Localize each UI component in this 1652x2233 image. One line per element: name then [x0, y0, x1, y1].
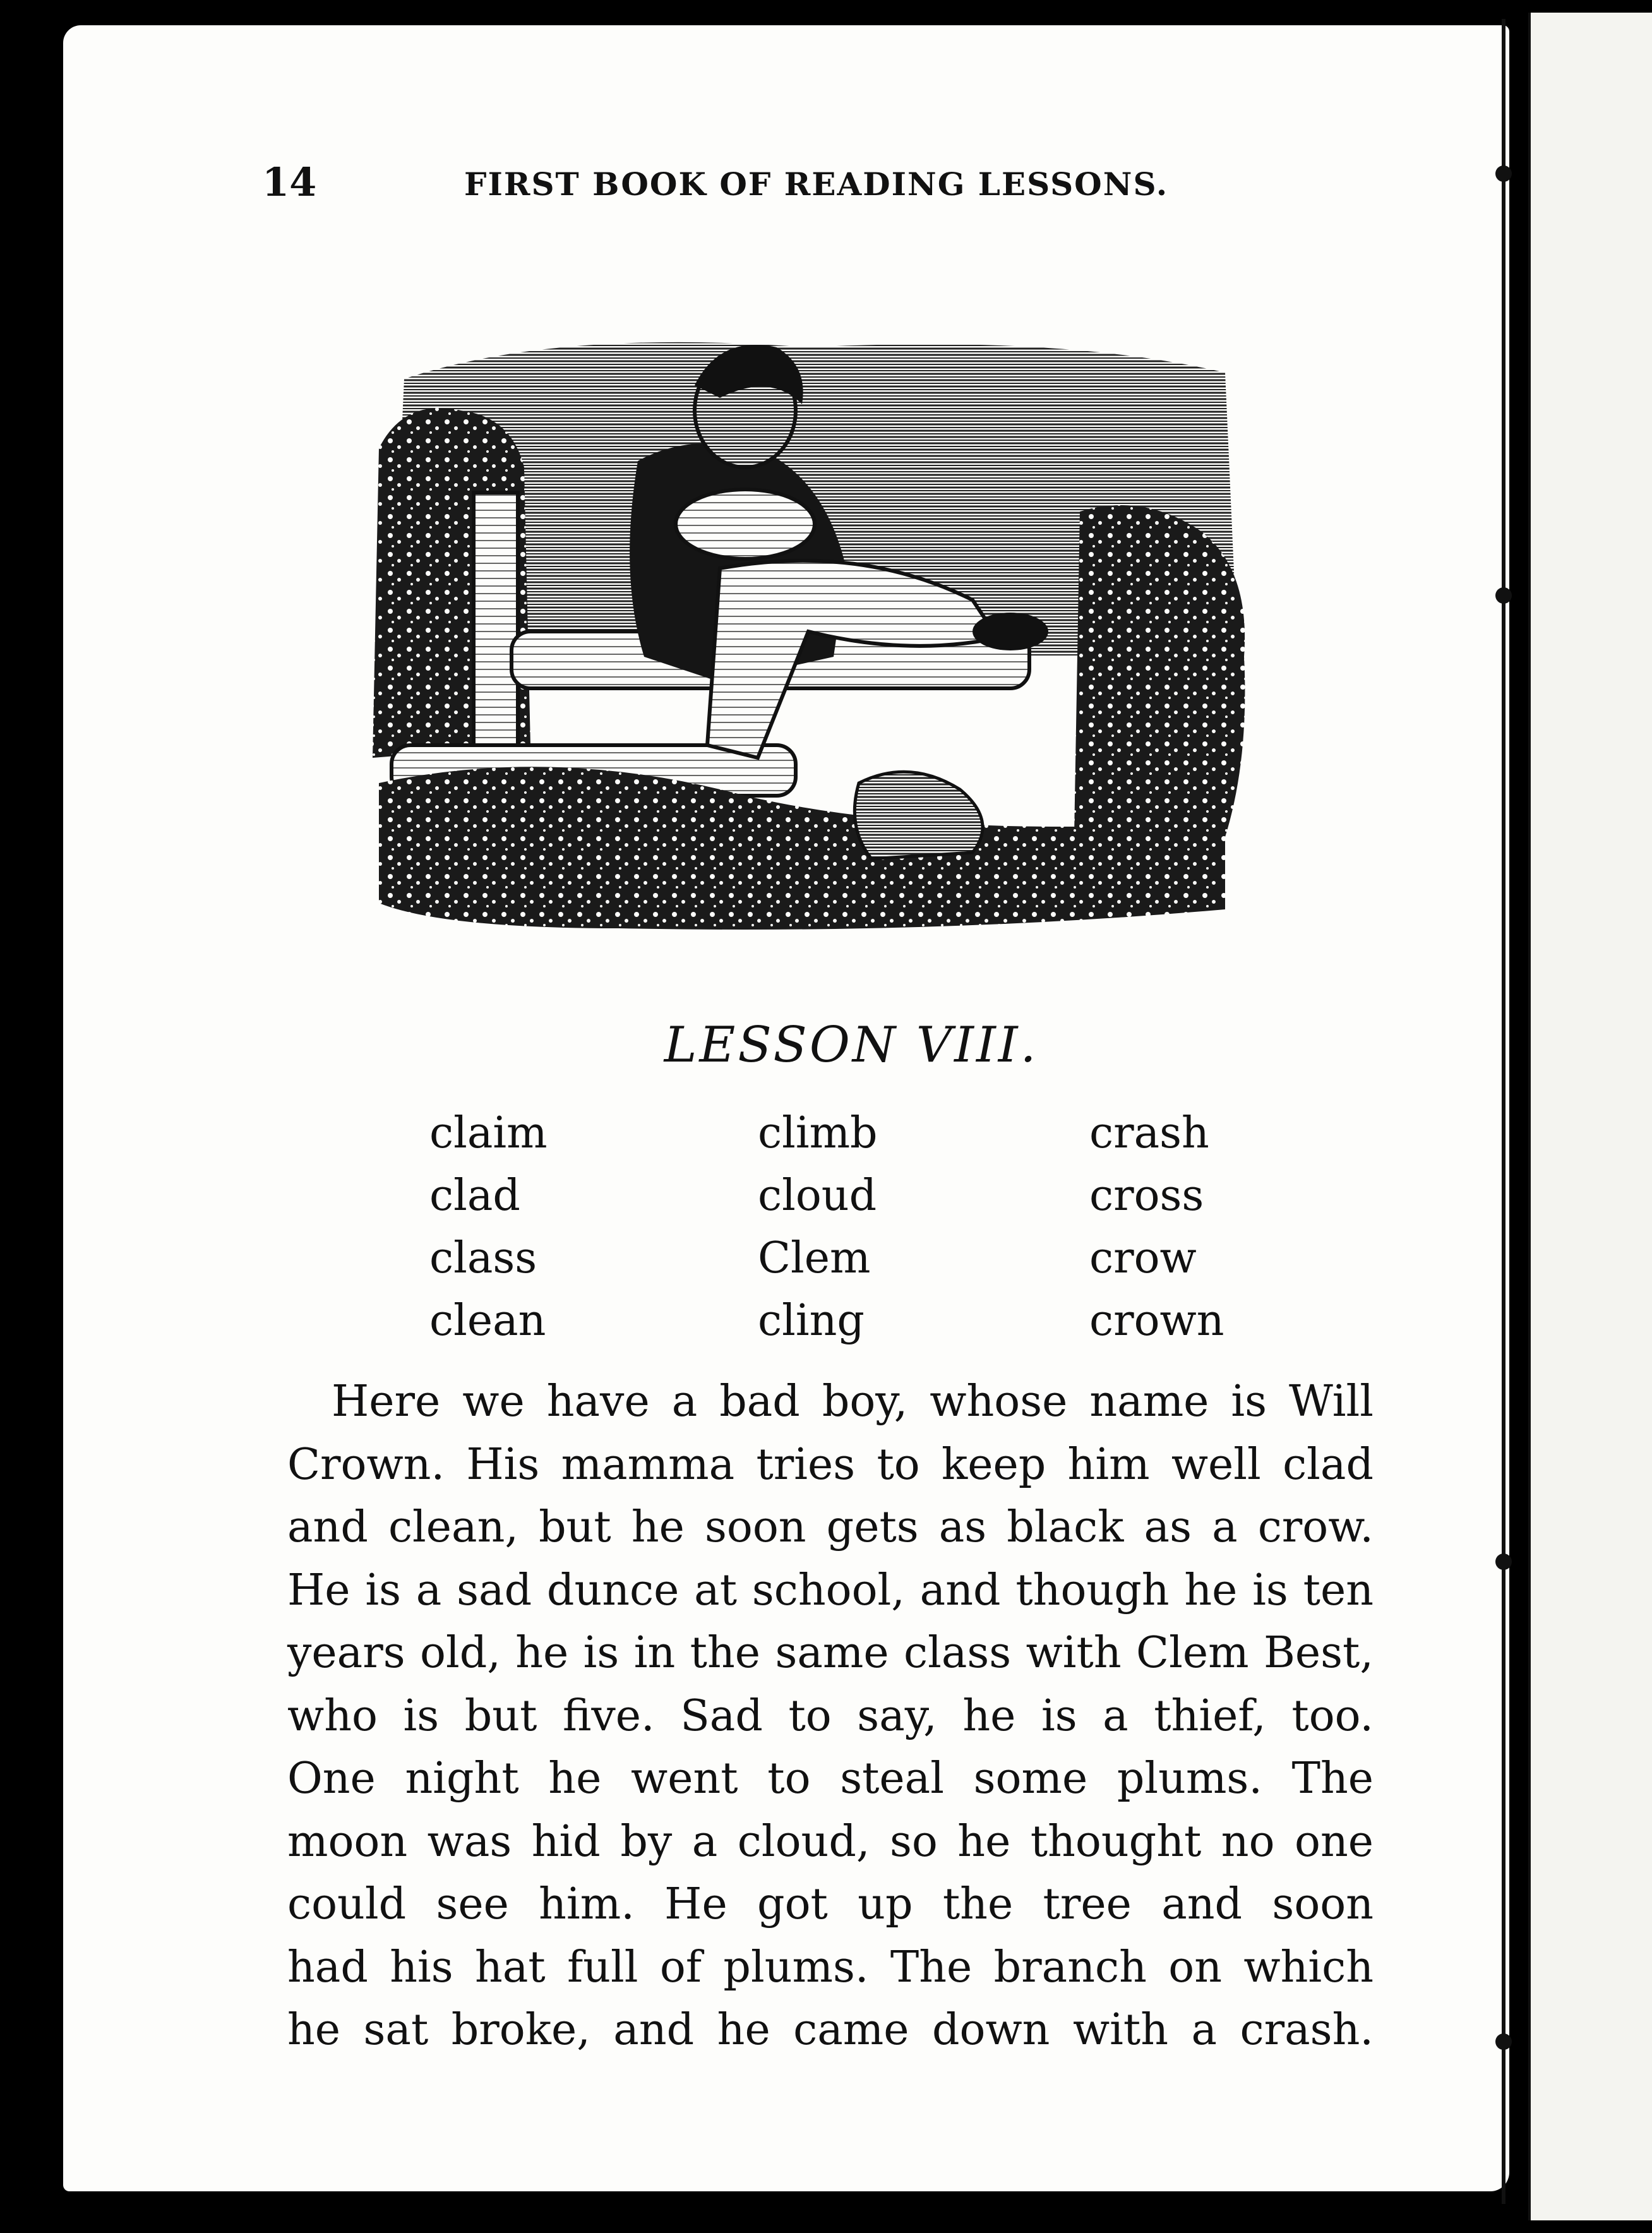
adjacent-page-edge [1528, 13, 1652, 2220]
spelling-word: clean [429, 1296, 546, 1346]
page-binding-edge [1502, 19, 1505, 2204]
spelling-word: cling [758, 1296, 865, 1346]
boy-shoe [973, 613, 1048, 650]
passage-line: Here we have a bad boy, whose name is Will [332, 1377, 1374, 1427]
passage-line: could see him. He got up the tree and soon [287, 1879, 1374, 1929]
spelling-word: Clem [758, 1233, 871, 1283]
spelling-word: class [429, 1233, 537, 1283]
passage-line: moon was hid by a cloud, so he thought no one [287, 1816, 1374, 1867]
passage-line: he sat broke, and he came down with a crash. [287, 2005, 1374, 2055]
passage-line: years old, he is in the same class with Clem Best, [287, 1628, 1374, 1678]
spelling-word: clad [429, 1171, 520, 1221]
reading-passage [287, 1370, 1374, 2062]
spelling-word: cross [1089, 1171, 1204, 1221]
passage-line: had his hat full of plums. The branch on which [287, 1942, 1374, 1992]
word-column-1 [429, 1102, 695, 1352]
spelling-word-list [429, 1102, 1276, 1355]
dog [854, 772, 983, 859]
spelling-word: crow [1089, 1233, 1197, 1283]
passage-line: and clean, but he soon gets as black as a crow. [287, 1502, 1374, 1552]
spelling-word: claim [429, 1108, 548, 1158]
woodcut-illustration [366, 303, 1263, 941]
binding-stitch [1495, 587, 1512, 604]
binding-stitch [1495, 1554, 1512, 1570]
spelling-word: crown [1089, 1296, 1224, 1346]
fence-post [474, 493, 518, 770]
hat [676, 489, 815, 559]
spelling-word: climb [758, 1108, 878, 1158]
right-bush [1074, 505, 1245, 871]
word-column-2 [758, 1102, 1023, 1352]
page-number: 14 [262, 159, 317, 205]
running-head: FIRST BOOK OF READING LESSONS. [464, 165, 1169, 203]
passage-line: who is but five. Sad to say, he is a thief, too. [287, 1691, 1374, 1741]
page-header [262, 159, 1399, 210]
passage-line: Crown. His mamma tries to keep him well clad [287, 1439, 1374, 1490]
word-column-3 [1089, 1102, 1355, 1352]
lesson-title: LESSON VIII. [664, 1017, 1039, 1074]
spelling-word: crash [1089, 1108, 1209, 1158]
binding-stitch [1495, 2033, 1512, 2050]
passage-line: One night he went to steal some plums. The [287, 1754, 1374, 1804]
passage-line: He is a sad dunce at school, and though he is ten [287, 1565, 1374, 1615]
binding-stitch [1495, 165, 1512, 182]
spelling-word: cloud [758, 1171, 877, 1221]
